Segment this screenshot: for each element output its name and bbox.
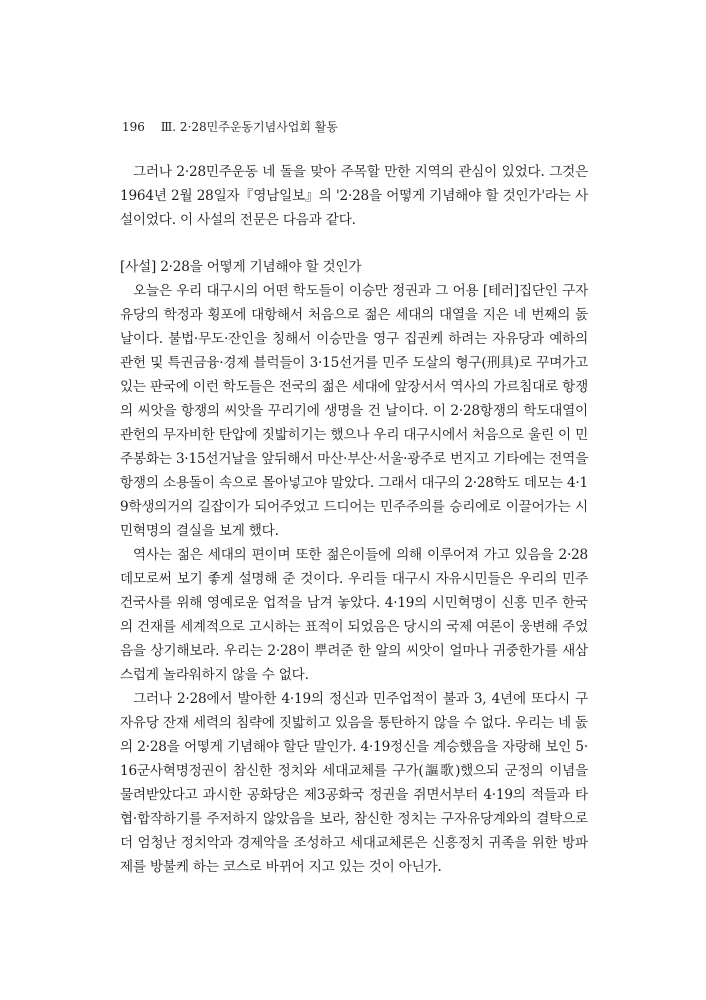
editorial-section (120, 255, 588, 879)
intro-paragraph: 그러나 2·28민주운동 네 돌을 맞아 주목할 만한 지역의 관심이 있었다. 그것은 1964년 2월 28일자『영남일보』의 '2·28을 어떻게 기념해야 할 것인가'라는 사설이었다. 이 사설의 전문은 다음과 같다. (120, 164, 588, 228)
intro-section (120, 160, 588, 232)
page-number: 196 (122, 120, 145, 134)
chapter-title: Ⅲ. 2·28민주운동기념사업회 활동 (160, 120, 338, 134)
editorial-paragraph-3: 그러나 2·28에서 발아한 4·19의 정신과 민주업적이 불과 3, 4년에 또다시 구자유당 잔재 세력의 침략에 짓밟히고 있음을 통탄하지 않을 수 없다. 우리는 네 돐의 2·28을 어떻게 기념해야 할단 말인가. 4·19정신을 계승했음을 자랑해 보인 5·16군사혁명정권이 참신한 정치와 세대교체를 구가(謳歌)했으되 군정의 이념을 물려받았다고 과시한 공화당은 제3공화국 정권을 쥐면서부터 4·19의 적들과 타협·합작하기를 주저하지 않았음을 보라, 참신한 정치는 구자유당계와의 결탁으로 더 엄청난 정치악과 경제악을 조성하고 세대교체론은 신흥정치 귀족을 위한 방파제를 방불케 하는 코스로 바뀌어 지고 있는 것이 아닌가. (120, 691, 588, 875)
editorial-paragraph-1: 오늘은 우리 대구시의 어떤 학도들이 이승만 정권과 그 어용 [테러]집단인 구자유당의 학정과 횡포에 대항해서 처음으로 젊은 세대의 대열을 지은 네 번째의 돐날이다. 불법·무도·잔인을 칭해서 이승만을 영구 집권케 하려는 자유당과 예하의 관헌 및 특권금융·경제 블럭들이 3·15선거를 민주 도살의 형구(刑具)로 꾸며가고 있는 판국에 이런 학도들은 전국의 젊은 세대에 앞장서서 역사의 가르침대로 항쟁의 씨앗을 항쟁의 씨앗을 꾸리기에 생명을 건 날이다. 이 2·28항쟁의 학도대열이 관헌의 무자비한 탄압에 짓밟히기는 했으나 우리 대구시에서 처음으로 울린 이 민주봉화는 3·15선거날을 앞뒤해서 마산·부산·서울·광주로 번지고 기타에는 전역을 항쟁의 소용돌이 속으로 몰아넣고야 말았다. 그래서 대구의 2·28학도 데모는 4·19학생의거의 길잡이가 되어주었고 드디어는 민주주의를 승리에로 이끌어가는 시민혁명의 결실을 보게 했다. (120, 283, 588, 539)
running-header (122, 119, 338, 135)
editorial-heading: [사설] 2·28을 어떻게 기념해야 할 것인가 (120, 259, 362, 275)
editorial-paragraph-2: 역사는 젊은 세대의 편이며 또한 젊은이들에 의해 이루어져 가고 있음을 2·28데모로써 보기 좋게 설명해 준 것이다. 우리들 대구시 자유시민들은 우리의 민주건국사를 위해 영예로운 업적을 남겨 놓았다. 4·19의 시민혁명이 신흥 민주 한국의 건재를 세계적으로 고시하는 표적이 되었음은 당시의 국제 여론이 웅변해 주었음을 상기해보라. 우리는 2·28이 뿌려준 한 알의 씨앗이 얼마나 귀중한가를 새삼스럽게 놀라워하지 않을 수 없다. (120, 547, 588, 683)
